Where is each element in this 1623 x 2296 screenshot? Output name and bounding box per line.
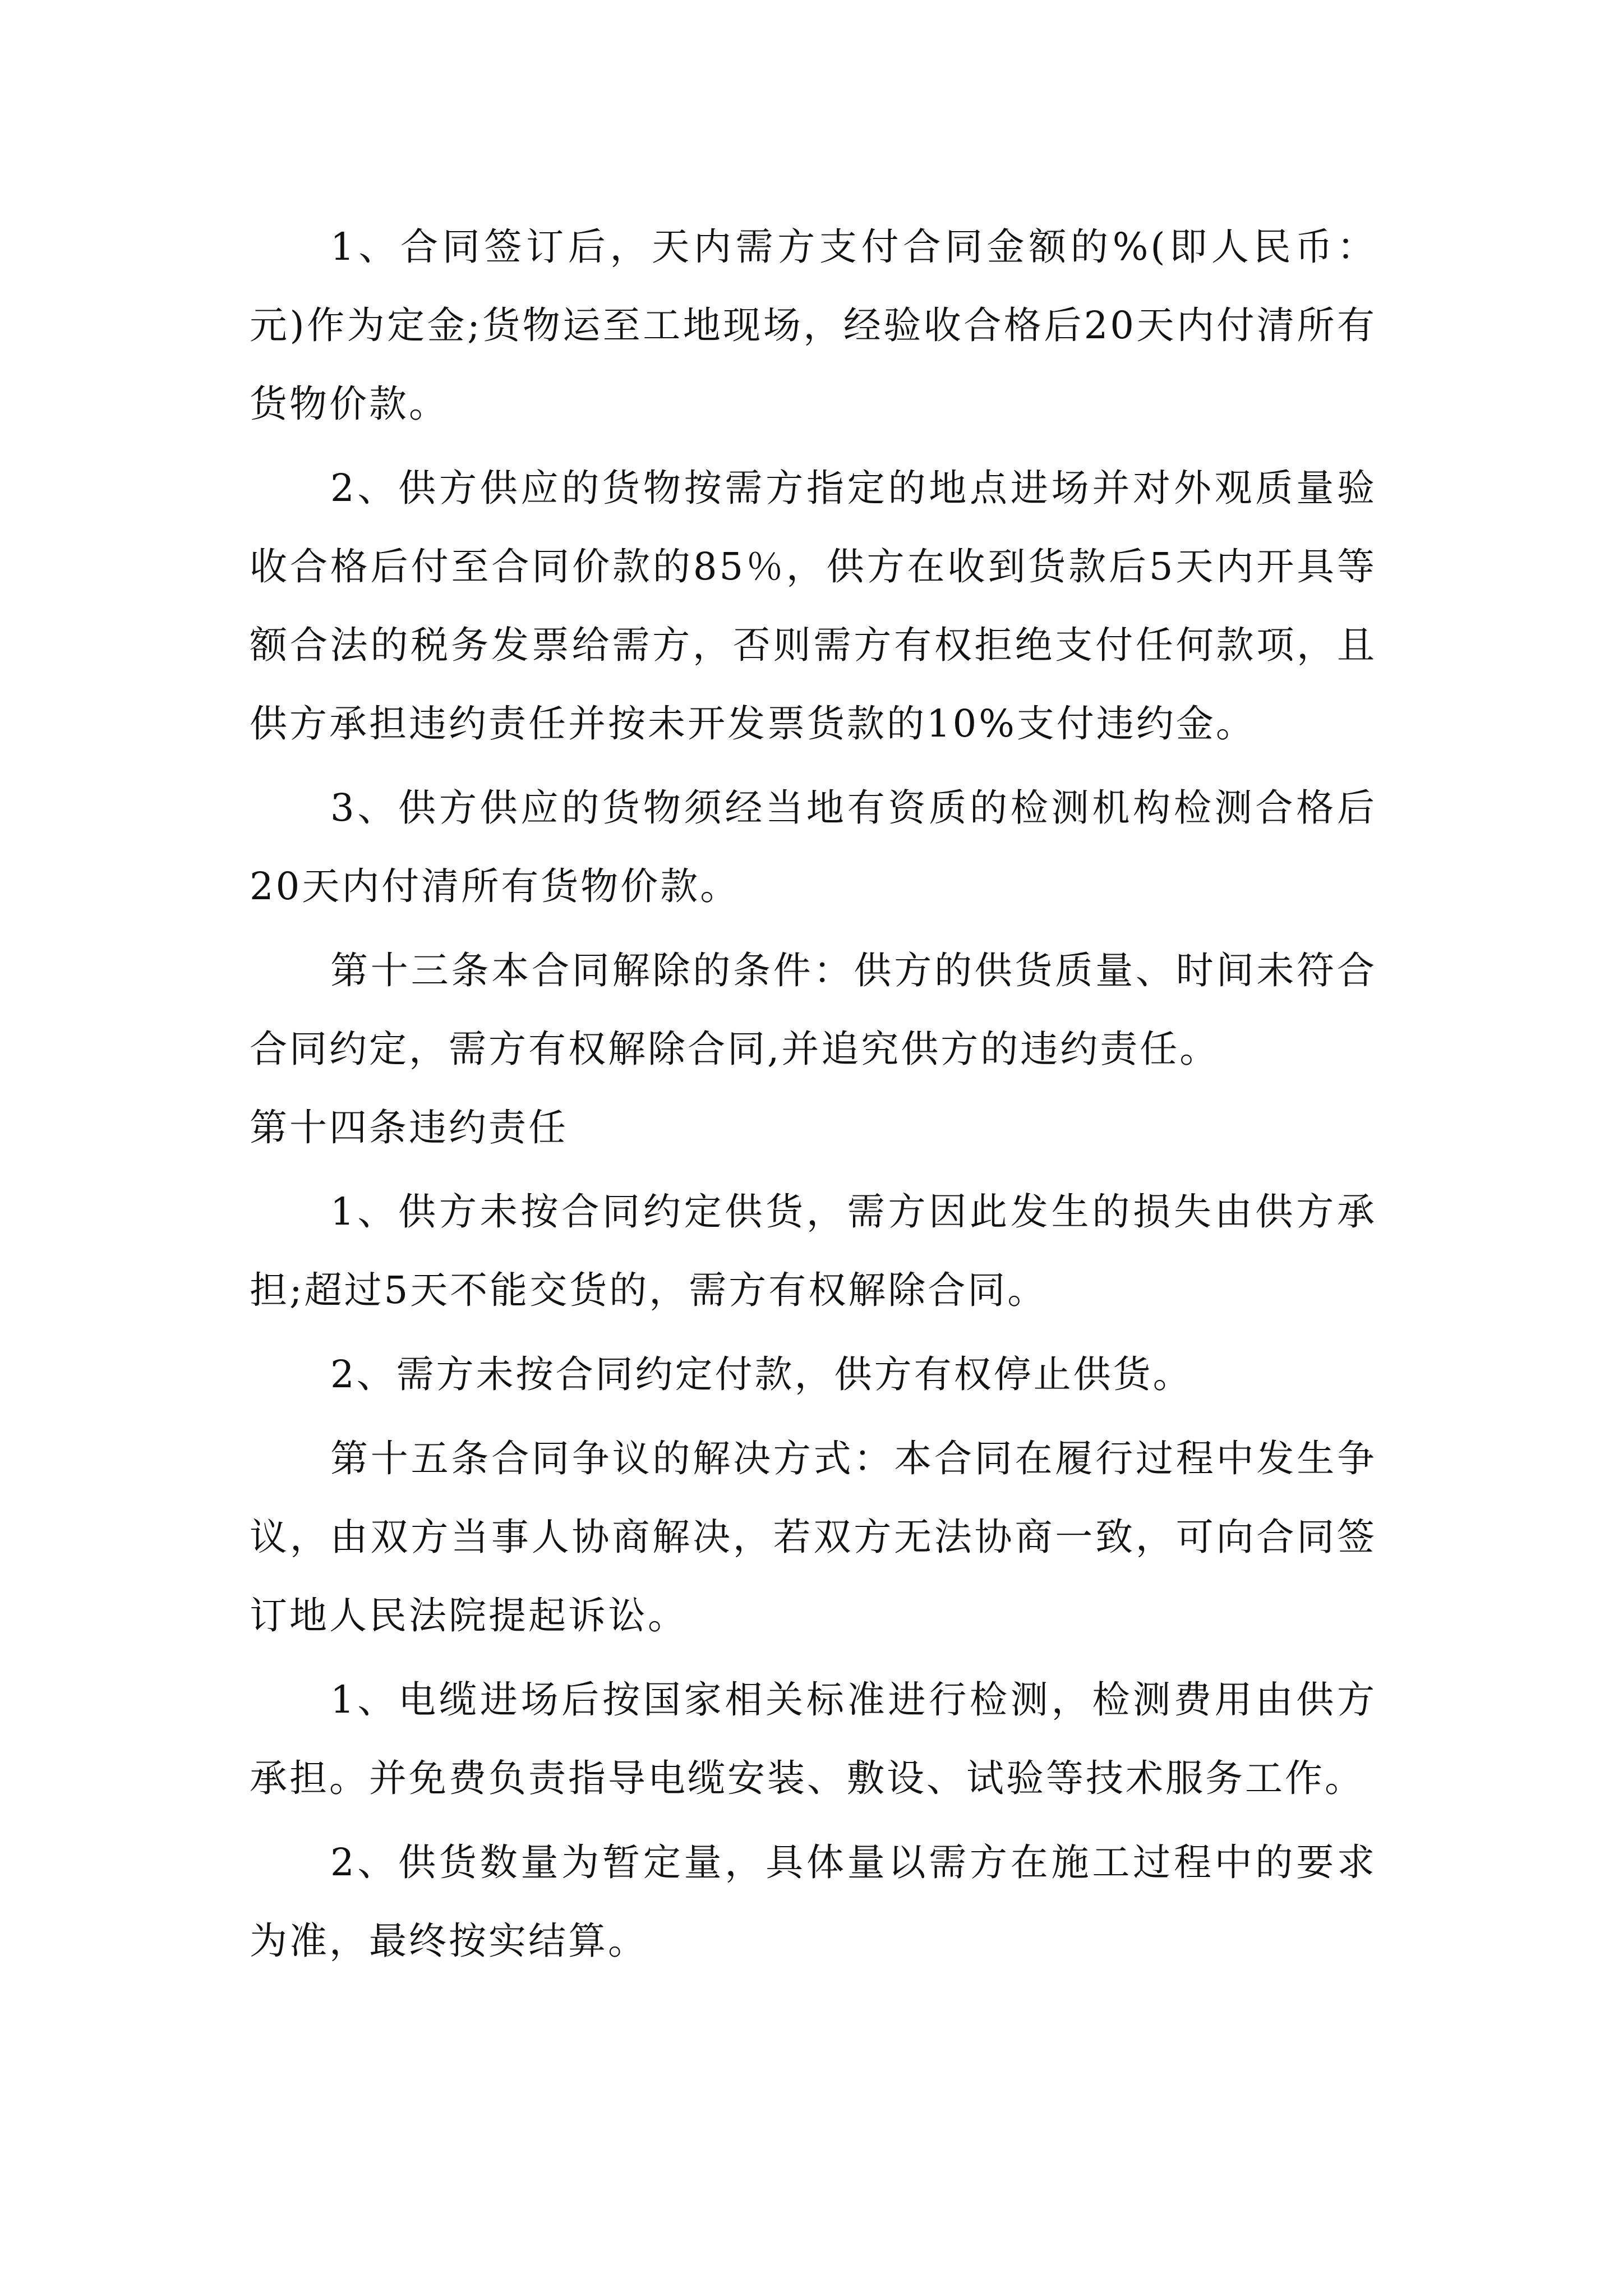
- paragraph-quantity-settlement: 2、供货数量为暂定量，具体量以需方在施工过程中的要求为准，最终按实结算。: [250, 1841, 1377, 1963]
- paragraph-liability-supplier: 1、供方未按合同约定供货，需方因此发生的损失由供方承担;超过5天不能交货的，需方有权解除合同。: [250, 1190, 1377, 1312]
- paragraph-liability-buyer: 2、需方未按合同约定付款，供方有权停止供货。: [330, 1352, 1193, 1396]
- heading-article-14: 第十四条违约责任: [250, 1106, 568, 1149]
- paragraph-payment-85-percent: 2、供方供应的货物按需方指定的地点进场并对外观质量验收合格后付至合同价款的85％，供方在收到货款后5天内开具等额合法的税务发票给需方，否则需方有权拒绝支付任何款项，且供方承担违约责任并按未开发票货款的10%支付违约金。: [250, 466, 1377, 746]
- paragraph-cable-testing: 1、电缆进场后按国家相关标准进行检测，检测费用由供方承担。并免费负责指导电缆安装、敷设、试验等技术服务工作。: [250, 1678, 1377, 1800]
- paragraph-article-15: 第十五条合同争议的解决方式：本合同在履行过程中发生争议，由双方当事人协商解决，若双方无法协商一致，可向合同签订地人民法院提起诉讼。: [250, 1437, 1377, 1637]
- paragraph-payment-inspection: 3、供方供应的货物须经当地有资质的检测机构检测合格后20天内付清所有货物价款。: [250, 786, 1377, 908]
- document-body: [250, 208, 1377, 1980]
- paragraph-article-13: 第十三条本合同解除的条件：供方的供货质量、时间未符合合同约定，需方有权解除合同,并追究供方的违约责任。: [250, 949, 1377, 1071]
- paragraph-payment-deposit: 1、合同签订后，天内需方支付合同金额的%(即人民币：元)作为定金;货物运至工地现场，经验收合格后20天内付清所有货物价款。: [250, 225, 1377, 426]
